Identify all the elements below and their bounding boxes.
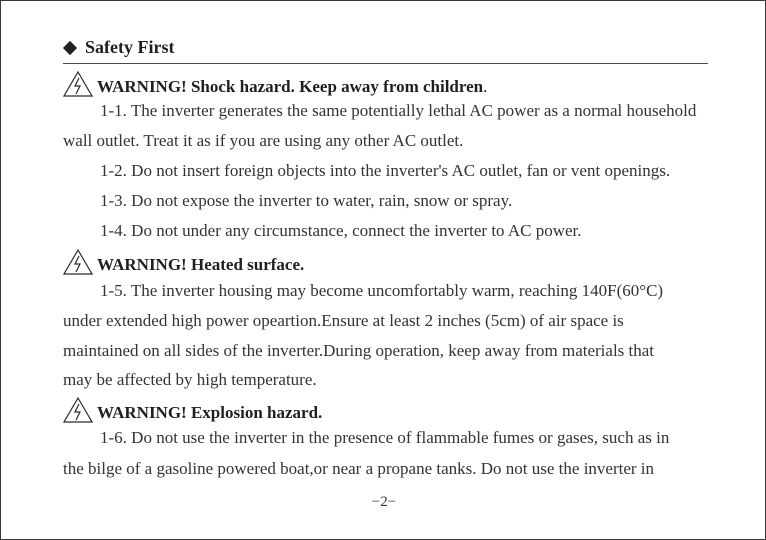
paragraph-line: 1-2. Do not insert foreign objects into the inverter's AC outlet, fan or vent openings. (100, 161, 671, 180)
shock-warning-text: WARNING! Shock hazard. Keep away from children (97, 77, 484, 96)
section-divider (63, 63, 708, 64)
warning-triangle-icon (63, 249, 93, 275)
shock-warning-heading (63, 71, 487, 97)
warning-triangle-icon (63, 71, 93, 97)
paragraph-line: 1-6. Do not use the inverter in the presence of flammable fumes or gases, such as in (100, 428, 670, 447)
paragraph-line: may be affected by high temperature. (63, 370, 317, 389)
explosion-warning-heading (63, 397, 322, 423)
paragraph-line: 1-3. Do not expose the inverter to water, rain, snow or spray. (100, 191, 513, 210)
paragraph-line: wall outlet. Treat it as if you are using any other AC outlet. (63, 131, 464, 150)
section-heading (63, 37, 174, 58)
paragraph-line: 1-1. The inverter generates the same potentially lethal AC power as a normal household (100, 101, 697, 120)
section-title-text: Safety First (85, 37, 175, 57)
paragraph-line: under extended high power opeartion.Ensure at least 2 inches (5cm) of air space is (63, 311, 624, 330)
explosion-warning-text: WARNING! Explosion hazard. (97, 403, 323, 422)
heated-warning-heading (63, 249, 304, 275)
paragraph-line: maintained on all sides of the inverter.During operation, keep away from materials that (63, 341, 655, 360)
paragraph-line: 1-5. The inverter housing may become uncomfortably warm, reaching 140F(60°C) (100, 281, 664, 300)
heated-warning-text: WARNING! Heated surface. (97, 255, 305, 274)
shock-warning-period: . (483, 77, 488, 96)
warning-triangle-icon (63, 397, 93, 423)
page-number: −2− (371, 494, 397, 510)
paragraph-line: the bilge of a gasoline powered boat,or near a propane tanks. Do not use the inverter in (63, 459, 655, 478)
paragraph-line: 1-4. Do not under any circumstance, connect the inverter to AC power. (100, 221, 582, 240)
diamond-bullet-icon (63, 40, 77, 54)
